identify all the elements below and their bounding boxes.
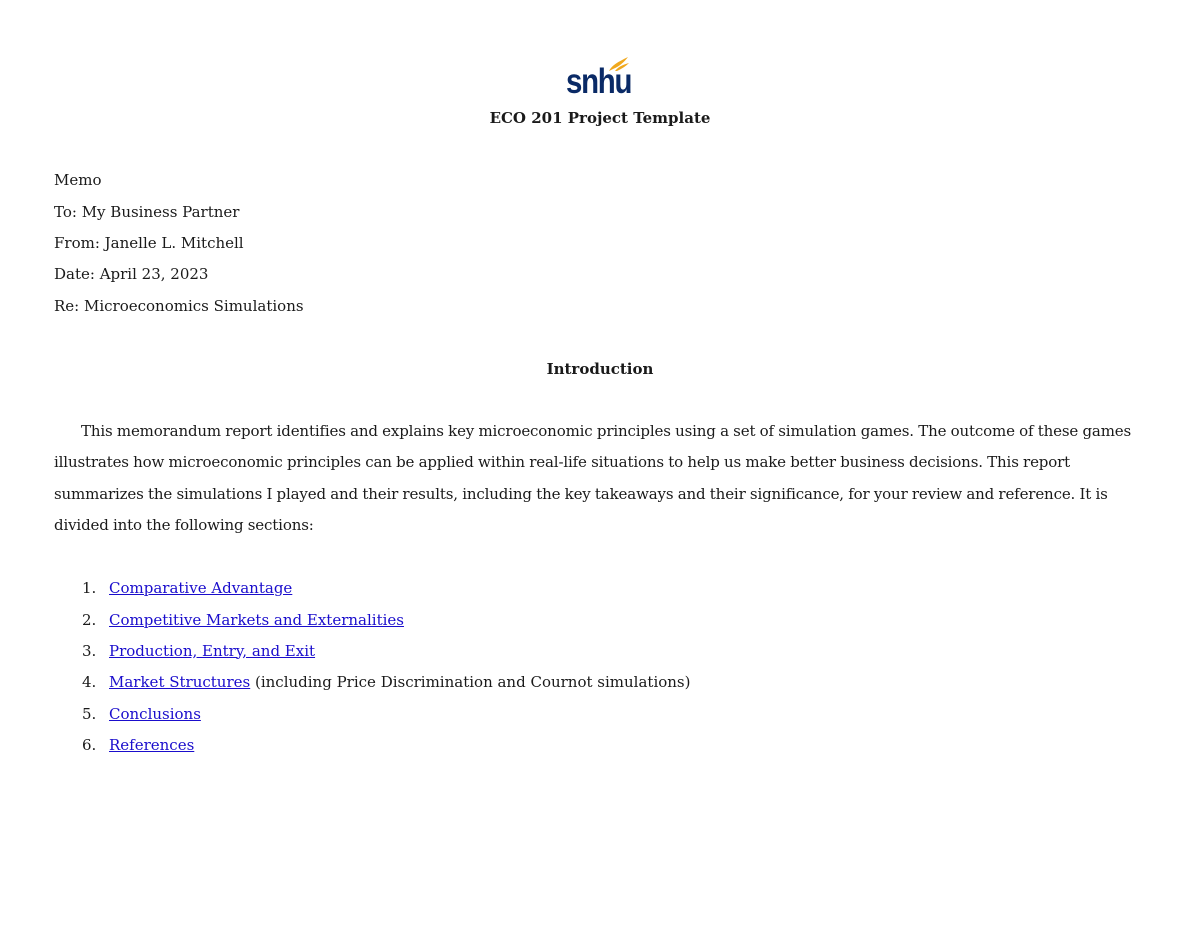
- document-title: ECO 201 Project Template: [489, 109, 711, 127]
- snhu-logo: [566, 56, 632, 102]
- link-references[interactable]: References: [109, 736, 195, 754]
- list-number: 6.: [82, 736, 97, 754]
- list-number: 1.: [82, 579, 97, 597]
- link-production-entry-exit[interactable]: Production, Entry, and Exit: [109, 641, 316, 660]
- memo-heading: Memo: [54, 171, 102, 189]
- list-body: [109, 672, 690, 692]
- list-item-note: (including Price Discrimination and Cournot simulations): [250, 673, 691, 691]
- list-body: [109, 578, 292, 598]
- link-competitive-markets[interactable]: Competitive Markets and Externalities: [109, 610, 404, 629]
- list-body: [109, 641, 315, 661]
- memo-date: Date: April 23, 2023: [54, 265, 209, 283]
- memo-to: To: My Business Partner: [54, 203, 240, 221]
- list-number: 3.: [82, 641, 97, 660]
- list-body: [109, 735, 194, 755]
- list-number: 2.: [82, 610, 97, 629]
- introduction-paragraph: This memorandum report identifies and explains key microeconomic principles using a set of simulation games. The outcome of these games illustrates how microeconomic principles can be applied within real-life situations to help us make better business decisions. This report summarizes the simulations I played and their results, including the key takeaways and their significance, for your review and reference. It is divided into the following sections:: [54, 422, 1132, 534]
- link-market-structures[interactable]: Market Structures: [109, 673, 251, 691]
- introduction-heading: Introduction: [546, 360, 654, 378]
- list-number: 5.: [82, 704, 97, 723]
- list-body: [109, 704, 201, 724]
- memo-from: From: Janelle L. Mitchell: [54, 234, 244, 252]
- list-body: [109, 610, 404, 630]
- logo-wordmark: snhu: [566, 62, 632, 101]
- list-number: 4.: [82, 673, 97, 691]
- memo-subject: Re: Microeconomics Simulations: [54, 297, 304, 315]
- link-conclusions[interactable]: Conclusions: [109, 704, 201, 723]
- link-comparative-advantage[interactable]: Comparative Advantage: [109, 579, 293, 597]
